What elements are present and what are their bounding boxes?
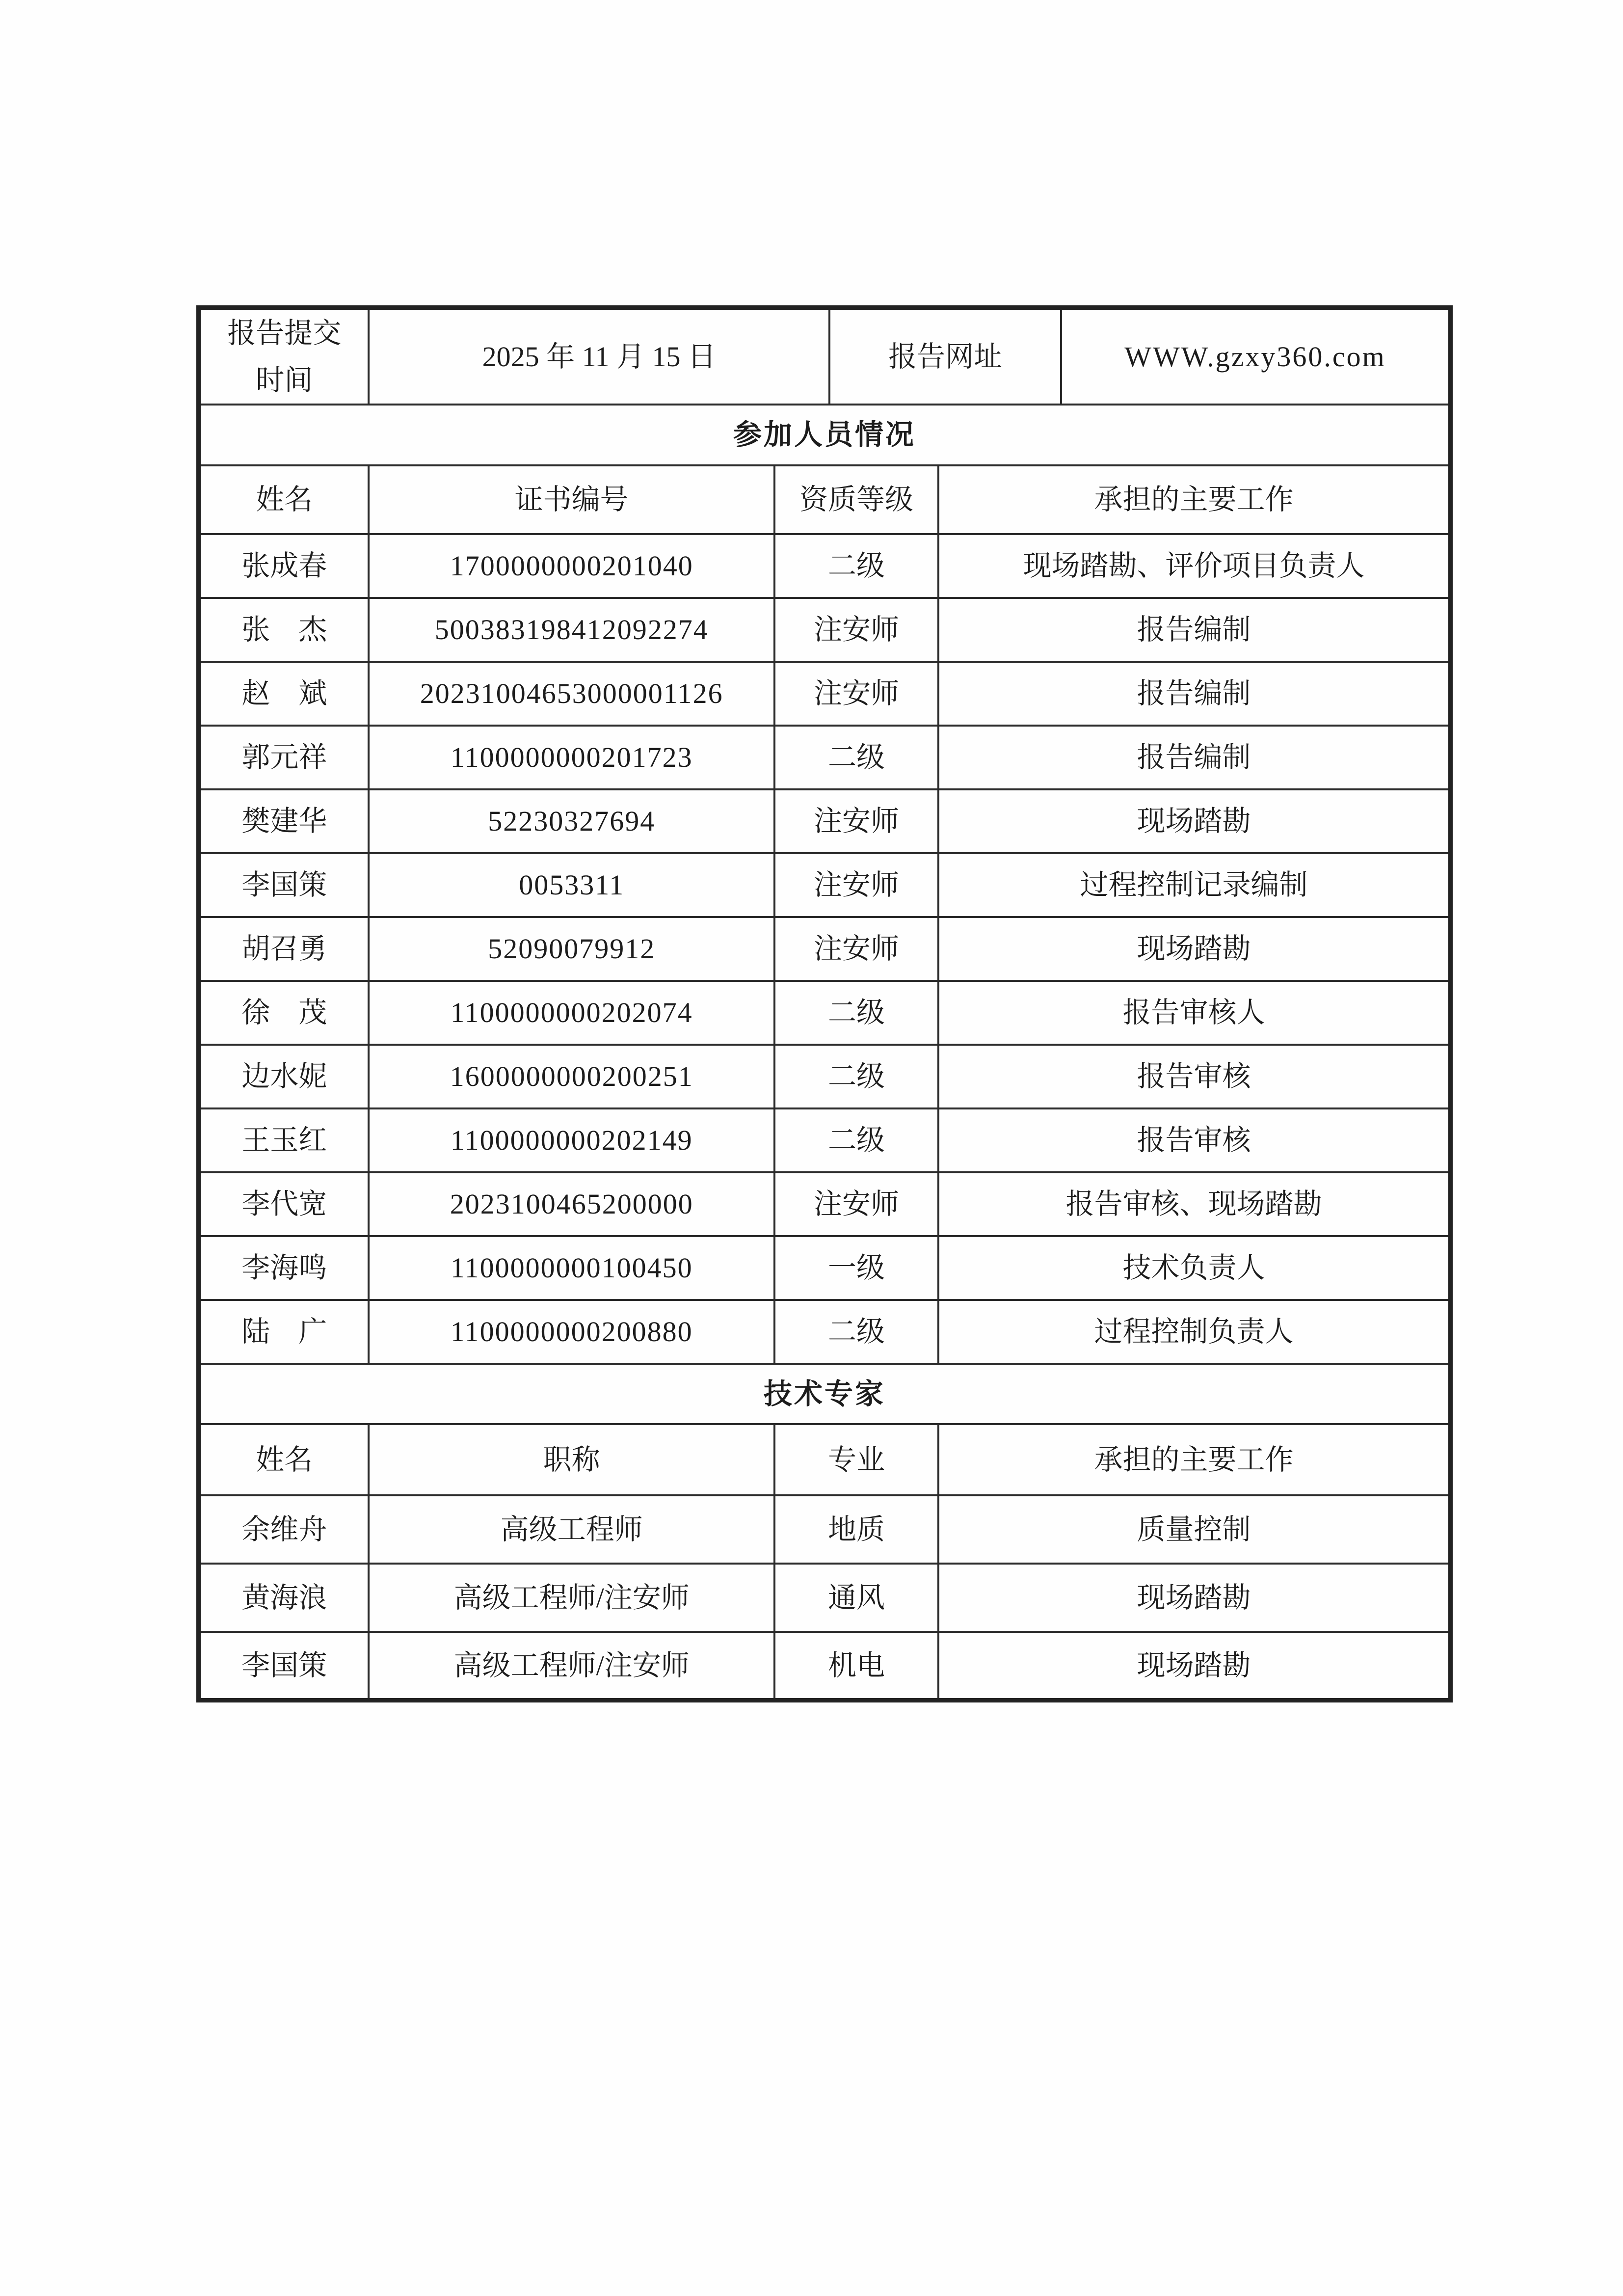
name-cell: 李代宽 (199, 1172, 369, 1236)
cert-no-cell: 1100000000100450 (369, 1236, 774, 1300)
col-header-name: 姓名 (199, 1424, 369, 1495)
title-cell: 高级工程师/注安师 (369, 1564, 774, 1632)
personnel-table (196, 305, 1453, 1702)
col-header-work: 承担的主要工作 (938, 465, 1450, 534)
work-cell: 过程控制记录编制 (938, 853, 1450, 917)
col-header-major: 专业 (774, 1424, 938, 1495)
name-cell: 张成春 (199, 534, 369, 598)
level-cell: 注安师 (774, 853, 938, 917)
cert-no-cell: 1100000000200880 (369, 1300, 774, 1364)
name-cell: 郭元祥 (199, 726, 369, 789)
cert-no-cell: 1100000000202149 (369, 1108, 774, 1172)
level-cell: 二级 (774, 726, 938, 789)
major-cell: 机电 (774, 1632, 938, 1700)
participants-section-row (199, 405, 1451, 465)
level-cell: 二级 (774, 534, 938, 598)
level-cell: 注安师 (774, 598, 938, 662)
title-cell: 高级工程师 (369, 1495, 774, 1564)
cert-no-cell: 52090079912 (369, 917, 774, 981)
work-cell: 现场踏勘 (938, 917, 1450, 981)
website-value: WWW.gzxy360.com (1061, 308, 1450, 405)
participant-row (199, 534, 1451, 598)
work-cell: 报告编制 (938, 726, 1450, 789)
participant-row (199, 1300, 1451, 1364)
experts-section-title: 技术专家 (199, 1364, 1451, 1424)
work-cell: 报告编制 (938, 598, 1450, 662)
submit-time-label: 报告提交时间 (199, 308, 369, 405)
name-cell: 陆 广 (199, 1300, 369, 1364)
cert-no-cell: 1100000000202074 (369, 981, 774, 1045)
col-header-title: 职称 (369, 1424, 774, 1495)
cert-no-cell: 500383198412092274 (369, 598, 774, 662)
work-cell: 报告审核人 (938, 981, 1450, 1045)
col-header-level: 资质等级 (774, 465, 938, 534)
name-cell: 余维舟 (199, 1495, 369, 1564)
cert-no-cell: 52230327694 (369, 789, 774, 853)
participant-row (199, 981, 1451, 1045)
participants-section-title: 参加人员情况 (199, 405, 1451, 465)
work-cell: 现场踏勘 (938, 1632, 1450, 1700)
level-cell: 二级 (774, 1300, 938, 1364)
participant-row (199, 662, 1451, 726)
participants-header-row (199, 465, 1451, 534)
cert-no-cell: 1700000000201040 (369, 534, 774, 598)
name-cell: 李国策 (199, 853, 369, 917)
col-header-name: 姓名 (199, 465, 369, 534)
expert-row (199, 1564, 1451, 1632)
participant-row (199, 853, 1451, 917)
work-cell: 报告编制 (938, 662, 1450, 726)
level-cell: 二级 (774, 1045, 938, 1108)
participant-row (199, 1045, 1451, 1108)
level-cell: 注安师 (774, 662, 938, 726)
name-cell: 边水妮 (199, 1045, 369, 1108)
expert-row (199, 1495, 1451, 1564)
work-cell: 报告审核、现场踏勘 (938, 1172, 1450, 1236)
participant-row (199, 726, 1451, 789)
level-cell: 注安师 (774, 1172, 938, 1236)
cert-no-cell: 0053311 (369, 853, 774, 917)
cert-no-cell: 1600000000200251 (369, 1045, 774, 1108)
name-cell: 樊建华 (199, 789, 369, 853)
name-cell: 赵 斌 (199, 662, 369, 726)
work-cell: 技术负责人 (938, 1236, 1450, 1300)
work-cell: 现场踏勘、评价项目负责人 (938, 534, 1450, 598)
work-cell: 报告审核 (938, 1108, 1450, 1172)
major-cell: 地质 (774, 1495, 938, 1564)
work-cell: 过程控制负责人 (938, 1300, 1450, 1364)
participant-row (199, 1236, 1451, 1300)
major-cell: 通风 (774, 1564, 938, 1632)
work-cell: 现场踏勘 (938, 789, 1450, 853)
name-cell: 李海鸣 (199, 1236, 369, 1300)
experts-header-row (199, 1424, 1451, 1495)
submit-time-value: 2025 年 11 月 15 日 (369, 308, 829, 405)
name-cell: 王玉红 (199, 1108, 369, 1172)
work-cell: 报告审核 (938, 1045, 1450, 1108)
level-cell: 二级 (774, 1108, 938, 1172)
cert-no-cell: 20231004653000001126 (369, 662, 774, 726)
report-info-row (199, 308, 1451, 405)
level-cell: 注安师 (774, 789, 938, 853)
name-cell: 胡召勇 (199, 917, 369, 981)
participant-row (199, 1172, 1451, 1236)
cert-no-cell: 1100000000201723 (369, 726, 774, 789)
level-cell: 一级 (774, 1236, 938, 1300)
work-cell: 质量控制 (938, 1495, 1450, 1564)
col-header-work: 承担的主要工作 (938, 1424, 1450, 1495)
expert-row (199, 1632, 1451, 1700)
website-label: 报告网址 (829, 308, 1061, 405)
name-cell: 李国策 (199, 1632, 369, 1700)
experts-section-row (199, 1364, 1451, 1424)
work-cell: 现场踏勘 (938, 1564, 1450, 1632)
cert-no-cell: 2023100465200000 (369, 1172, 774, 1236)
participant-row (199, 917, 1451, 981)
participant-row (199, 789, 1451, 853)
col-header-cert-no: 证书编号 (369, 465, 774, 534)
level-cell: 二级 (774, 981, 938, 1045)
participant-row (199, 598, 1451, 662)
level-cell: 注安师 (774, 917, 938, 981)
title-cell: 高级工程师/注安师 (369, 1632, 774, 1700)
participant-row (199, 1108, 1451, 1172)
name-cell: 徐 茂 (199, 981, 369, 1045)
name-cell: 张 杰 (199, 598, 369, 662)
name-cell: 黄海浪 (199, 1564, 369, 1632)
